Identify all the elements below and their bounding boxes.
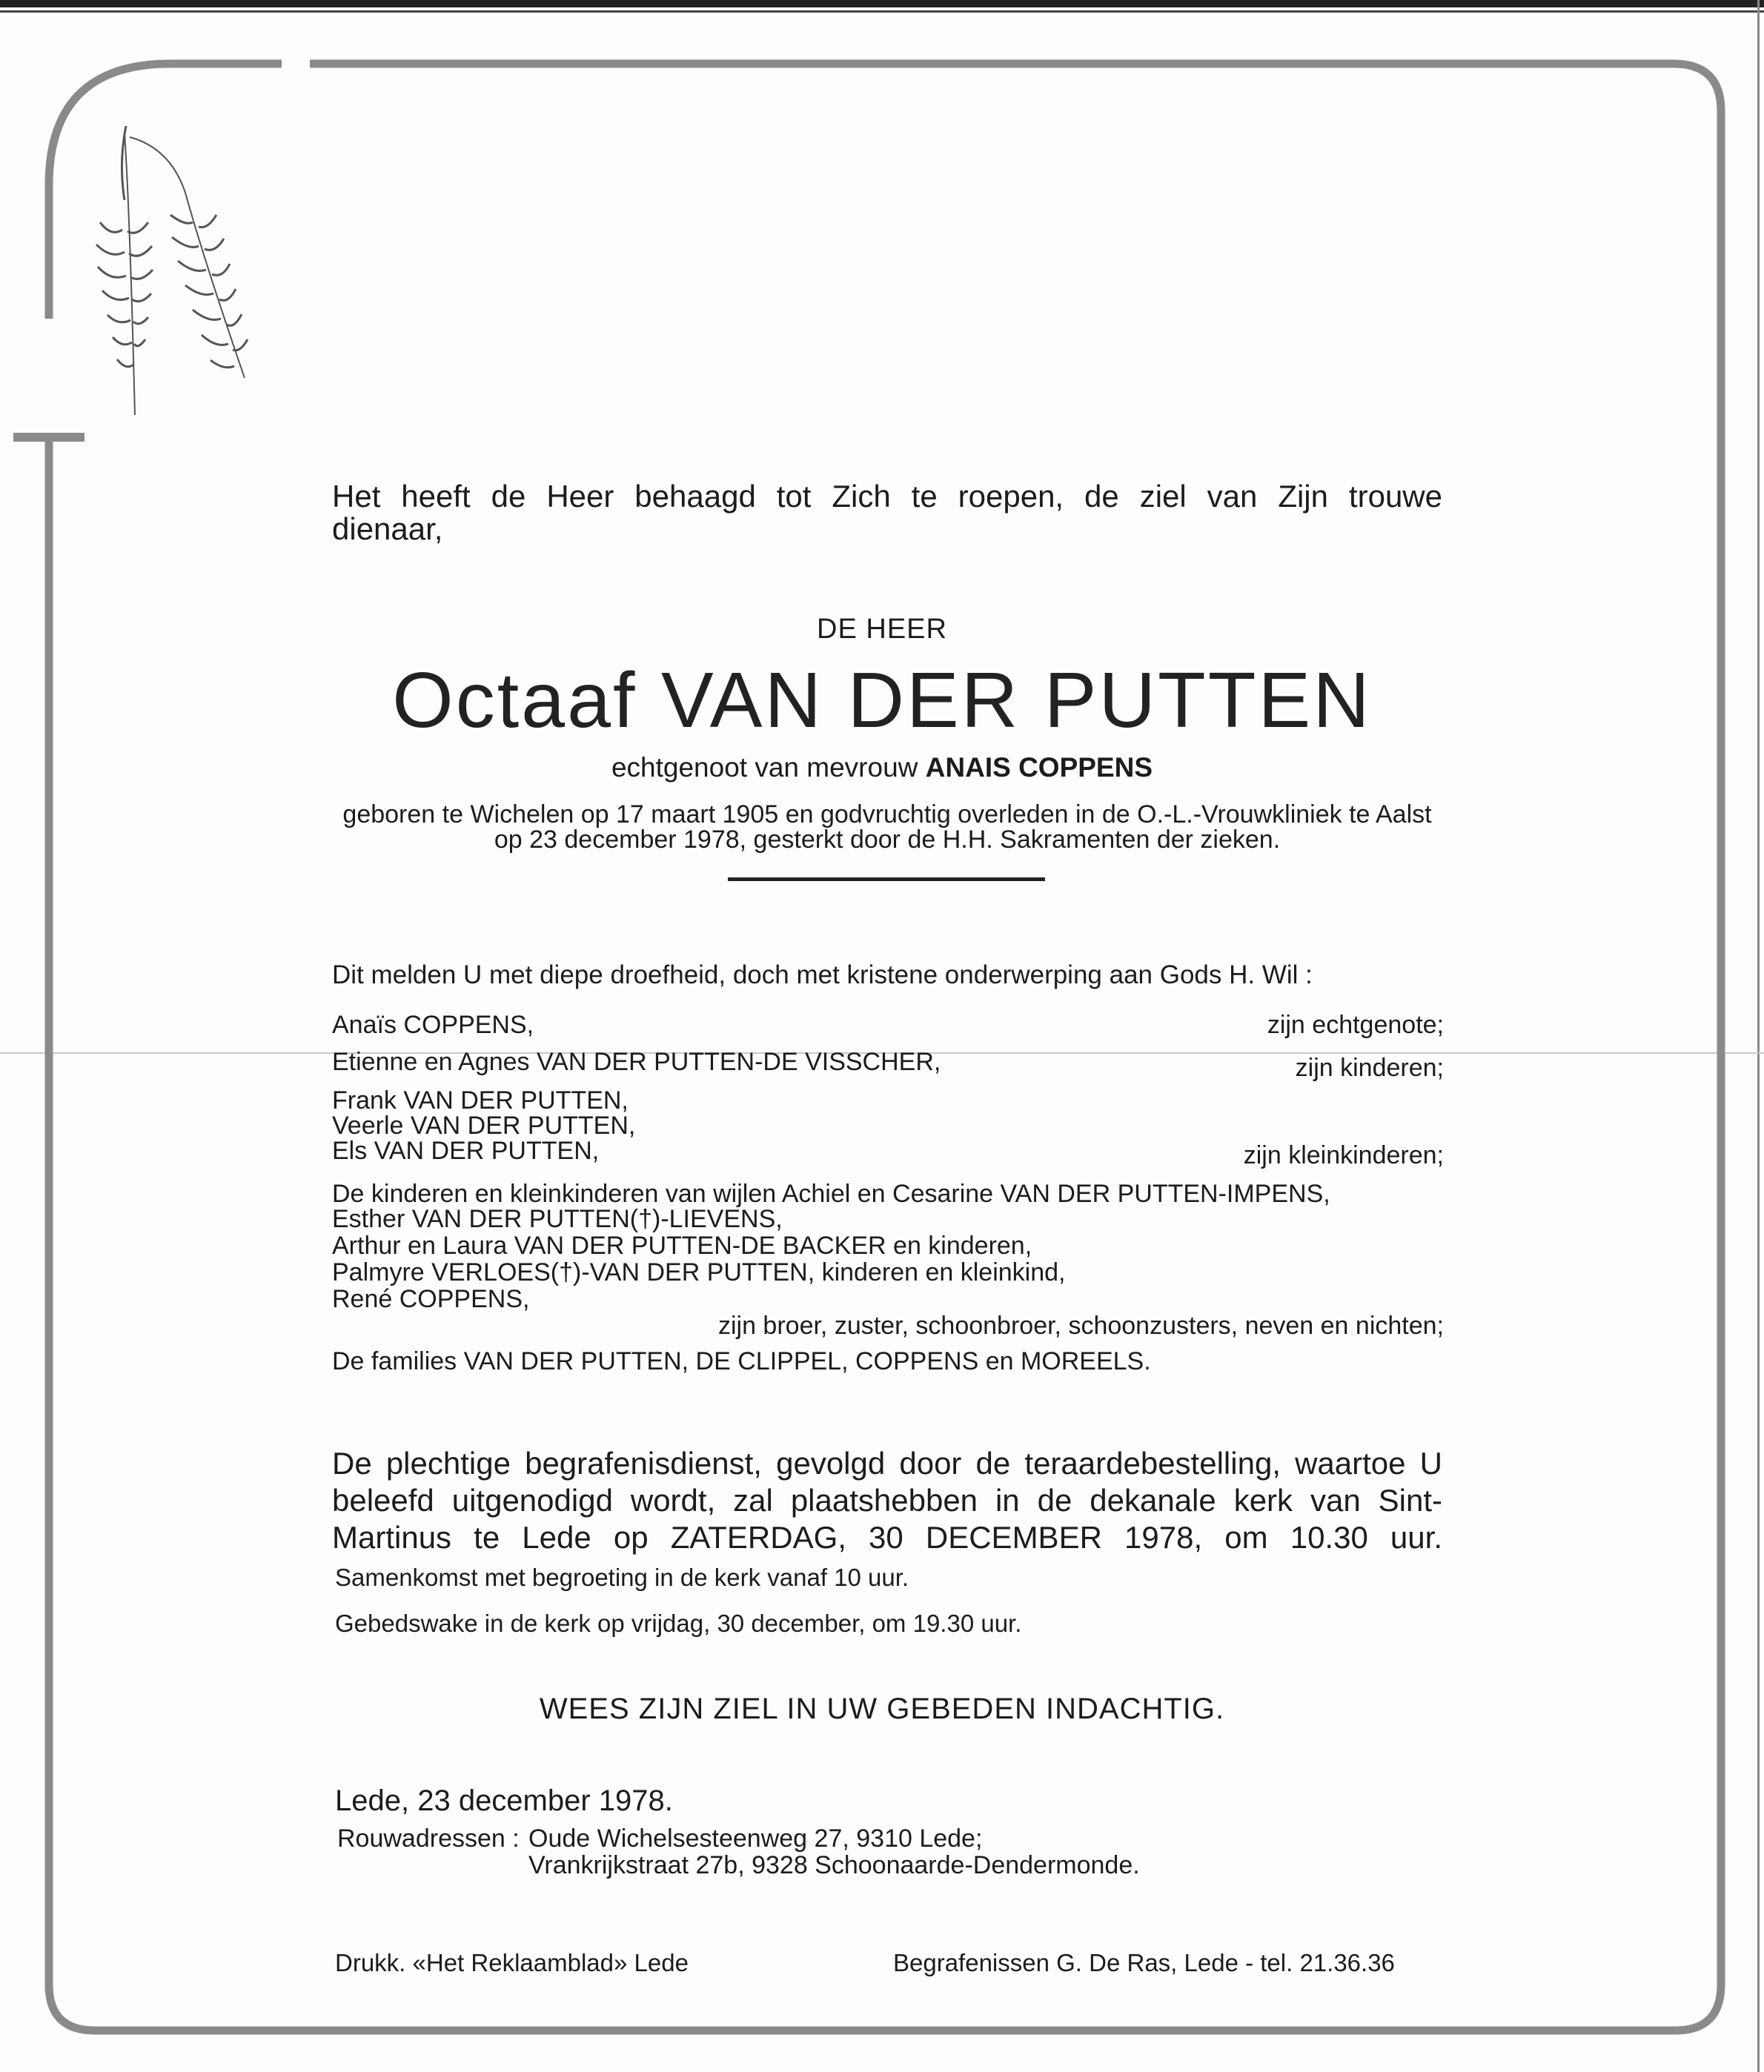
frame-line xyxy=(49,64,1721,2031)
funeral-text: De plechtige begrafenisdienst, gevolgd door de teraardebestelling, waartoe U beleefd uitgenodigd wordt, zal plaatshebben in de dekanale kerk van Sint- Martinus te Lede op ZATERDAG, 30 DECEMBER 1978, om 10.30 uur. xyxy=(332,1446,1442,1555)
family-line xyxy=(332,1258,1444,1287)
family-relation: zijn kleinkinderen; xyxy=(1243,1141,1444,1169)
printer-credit: Drukk. «Het Reklaamblad» Lede xyxy=(335,1949,689,1976)
family-line xyxy=(332,1347,1444,1376)
birth-death-text: geboren te Wichelen op 17 maart 1905 en godvruchtig overleden in de O.-L.-Vrouwkliniek te Aalst op 23 december 1978, gesterkt door de H.H. Sakramenten der zieken. xyxy=(342,800,1432,854)
family-name: Palmyre VERLOES(†)-VAN DER PUTTEN, kinderen en kleinkind, xyxy=(332,1258,1066,1286)
wheat-icon xyxy=(96,126,248,415)
family-relation: zijn broer, zuster, schoonbroer, schoonzusters, neven en nichten; xyxy=(717,1312,1444,1340)
family-name: Frank VAN DER PUTTEN, xyxy=(332,1086,629,1115)
address-2: Vrankrijkstraat 27b, 9328 Schoonaarde-Dendermonde. xyxy=(528,1851,1140,1879)
cross-bar xyxy=(13,433,84,442)
family-relation: zijn echtgenote; xyxy=(1267,1011,1444,1039)
family-name: Anaïs COPPENS, xyxy=(332,1011,534,1039)
family-name: Arthur en Laura VAN DER PUTTEN-DE BACKER en kinderen, xyxy=(332,1232,1032,1260)
prayer-text: WEES ZIJN ZIEL IN UW GEBEDEN INDACHTIG. xyxy=(539,1693,1225,1725)
deceased-name: Octaaf VAN DER PUTTEN xyxy=(392,657,1372,744)
intro-text: Het heeft de Heer behaagd tot Zich te roepen, de ziel van Zijn trouwe dienaar, xyxy=(332,479,1442,546)
family-line xyxy=(332,1137,1444,1169)
salutation: DE HEER xyxy=(817,614,947,645)
family-name: Esther VAN DER PUTTEN(†)-LIEVENS, xyxy=(332,1205,783,1233)
place-date: Lede, 23 december 1978. xyxy=(335,1784,673,1817)
family-name: Els VAN DER PUTTEN, xyxy=(332,1137,600,1165)
family-line xyxy=(332,1048,1444,1082)
family-name: De kinderen en kleinkinderen van wijlen Achiel en Cesarine VAN DER PUTTEN-IMPENS, xyxy=(332,1180,1330,1208)
undertaker-credit: Begrafenissen G. De Ras, Lede - tel. 21.36.36 xyxy=(893,1949,1395,1976)
family-name: Etienne en Agnes VAN DER PUTTEN-DE VISSCHER, xyxy=(332,1048,941,1076)
family-line xyxy=(332,1285,1444,1314)
family-line xyxy=(332,1205,1444,1234)
spouse-prefix: echtgenoot van mevrouw xyxy=(611,752,918,783)
gathering-text: Samenkomst met begroeting in de kerk vanaf 10 uur. xyxy=(335,1564,909,1591)
announcement: Dit melden U met diepe droefheid, doch met kristene onderwerping aan Gods H. Wil : xyxy=(332,960,1313,989)
family-line xyxy=(332,1011,1444,1040)
frame-corner xyxy=(49,64,282,319)
address-label: Rouwadressen : xyxy=(337,1824,520,1853)
address-1: Oude Wichelsesteenweg 27, 9310 Lede; xyxy=(528,1824,983,1853)
family-line xyxy=(332,1232,1444,1261)
family-relation: zijn kinderen; xyxy=(1295,1054,1444,1082)
family-name: René COPPENS, xyxy=(332,1285,530,1313)
vigil-text: Gebedswake in de kerk op vrijdag, 30 december, om 19.30 uur. xyxy=(335,1610,1022,1637)
spouse-name: ANAIS COPPENS xyxy=(925,752,1153,783)
spouse-line xyxy=(0,752,1764,783)
divider-rule xyxy=(728,877,1045,881)
family-name: Veerle VAN DER PUTTEN, xyxy=(332,1112,636,1140)
family-name: De families VAN DER PUTTEN, DE CLIPPEL, COPPENS en MOREELS. xyxy=(332,1347,1151,1375)
